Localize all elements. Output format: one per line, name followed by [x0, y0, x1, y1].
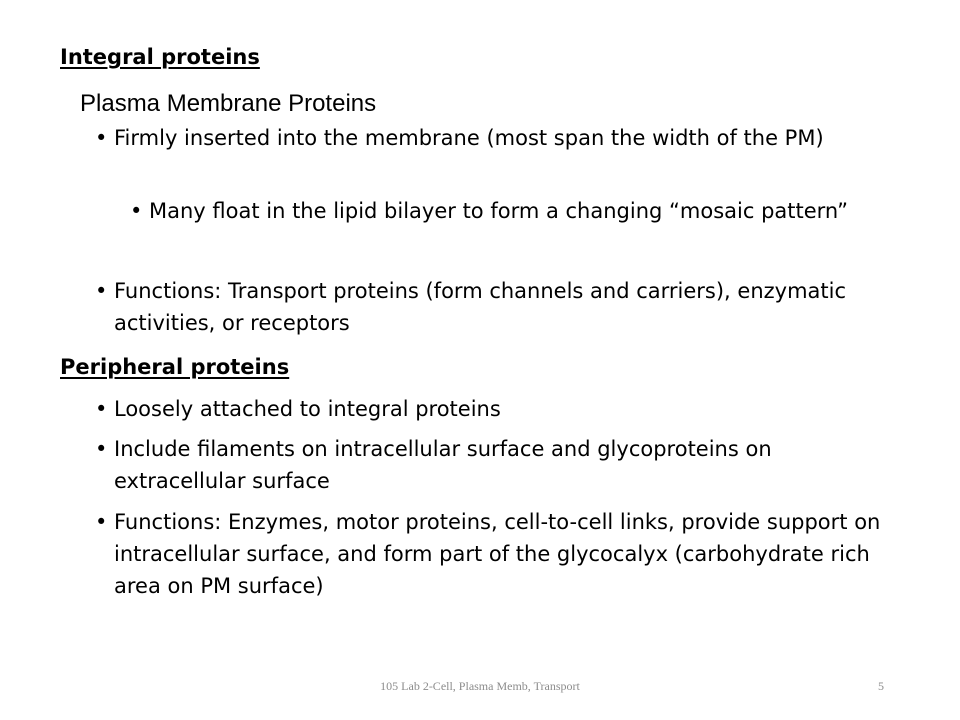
page-number: 5: [878, 679, 884, 693]
bullet-item: [95, 275, 895, 339]
bullet-dot: •: [95, 126, 108, 150]
footer-text: 105 Lab 2-Cell, Plasma Memb, Transport: [380, 679, 580, 693]
bullet-dot: •: [95, 510, 108, 534]
bullet-item: [95, 122, 895, 154]
slide-title: Plasma Membrane Proteins: [80, 90, 377, 117]
bullet-text: Functions: Transport proteins (form channels and carriers), enzymatic activities, or receptors: [114, 279, 847, 335]
bullet-item: [95, 393, 895, 425]
bullet-text: Loosely attached to integral proteins: [114, 397, 501, 421]
bullet-dot: •: [95, 437, 108, 461]
bullet-item: [95, 433, 895, 497]
bullet-dot: •: [95, 279, 108, 303]
bullet-item: [95, 506, 895, 602]
peripheral-proteins-heading: Peripheral proteins: [60, 355, 290, 379]
bullet-dot: •: [95, 397, 108, 421]
bullet-text: Functions: Enzymes, motor proteins, cell-to-cell links, provide support on intracellular surface, and form part of the glycocalyx (carbohydrate rich area on PM surface): [114, 510, 881, 598]
bullet-dot: •: [130, 199, 143, 223]
bullet-text: Firmly inserted into the membrane (most span the width of the PM): [114, 126, 824, 150]
bullet-text: Include filaments on intracellular surface and glycoproteins on extracellular surface: [114, 437, 772, 493]
sub-bullet-item: [130, 195, 905, 227]
integral-proteins-heading: Integral proteins: [60, 45, 260, 69]
bullet-text: Many float in the lipid bilayer to form a changing “mosaic pattern”: [149, 199, 848, 223]
